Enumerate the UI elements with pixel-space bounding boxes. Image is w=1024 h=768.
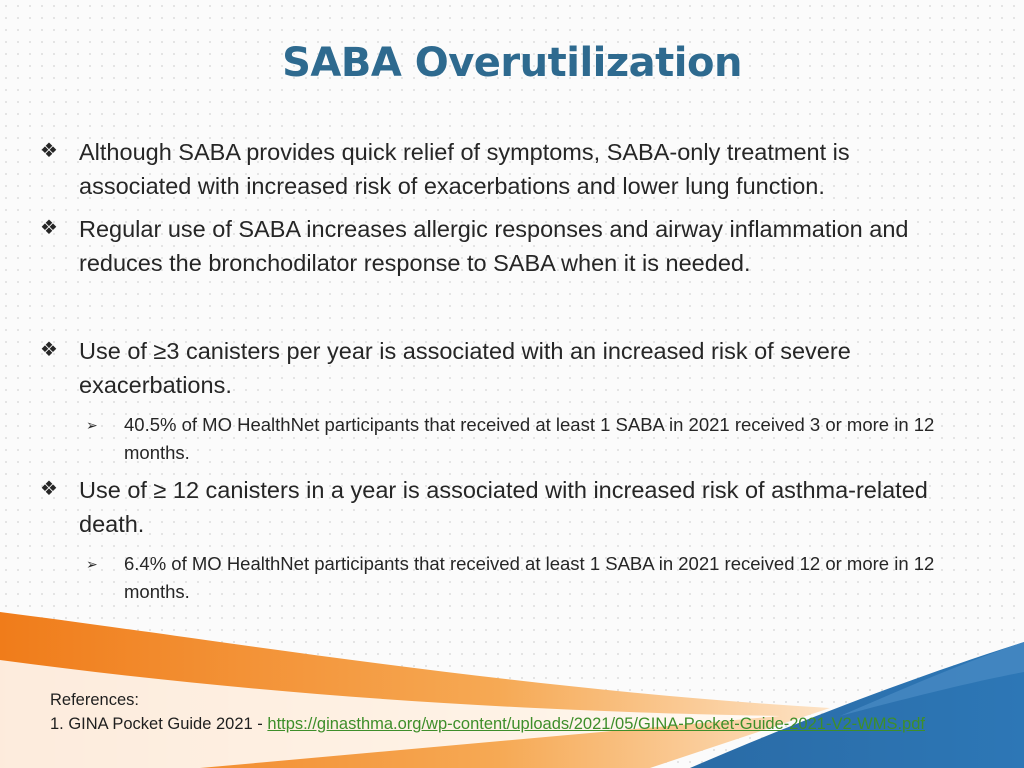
sub-bullet-text: 6.4% of MO HealthNet participants that received at least 1 SABA in 2021 received 12 or more in 12 months. — [124, 553, 935, 602]
diamond-bullet-icon: ❖ — [40, 478, 58, 500]
bullet-text: Use of ≥ 12 canisters in a year is associated with increased risk of asthma-related death. — [79, 477, 928, 537]
diamond-bullet-icon: ❖ — [40, 339, 58, 361]
arrow-bullet-icon: ➢ — [86, 556, 98, 572]
arrow-bullet-icon: ➢ — [86, 417, 98, 433]
references-heading: References: — [50, 691, 139, 709]
reference-link[interactable]: https://ginasthma.org/wp-content/uploads/2021/05/GINA-Pocket-Guide-2021-V2-WMS.pdf — [267, 715, 925, 733]
reference-prefix: 1. GINA Pocket Guide 2021 - — [50, 715, 263, 733]
bullet-text: Regular use of SABA increases allergic responses and airway inflammation and reduces the bronchodilator response to SABA when it is needed. — [79, 216, 909, 276]
page-title: SABA Overutilization — [282, 40, 742, 86]
diamond-bullet-icon: ❖ — [40, 140, 58, 162]
diamond-bullet-icon: ❖ — [40, 217, 58, 239]
reference-item — [50, 712, 925, 736]
bullet-text: Use of ≥3 canisters per year is associated with an increased risk of severe exacerbations. — [79, 338, 851, 398]
sub-bullet-text: 40.5% of MO HealthNet participants that received at least 1 SABA in 2021 received 3 or more in 12 months. — [124, 414, 935, 463]
references — [50, 688, 925, 736]
bullet-text: Although SABA provides quick relief of symptoms, SABA-only treatment is associated with increased risk of exacerbations and lower lung function. — [79, 139, 850, 199]
